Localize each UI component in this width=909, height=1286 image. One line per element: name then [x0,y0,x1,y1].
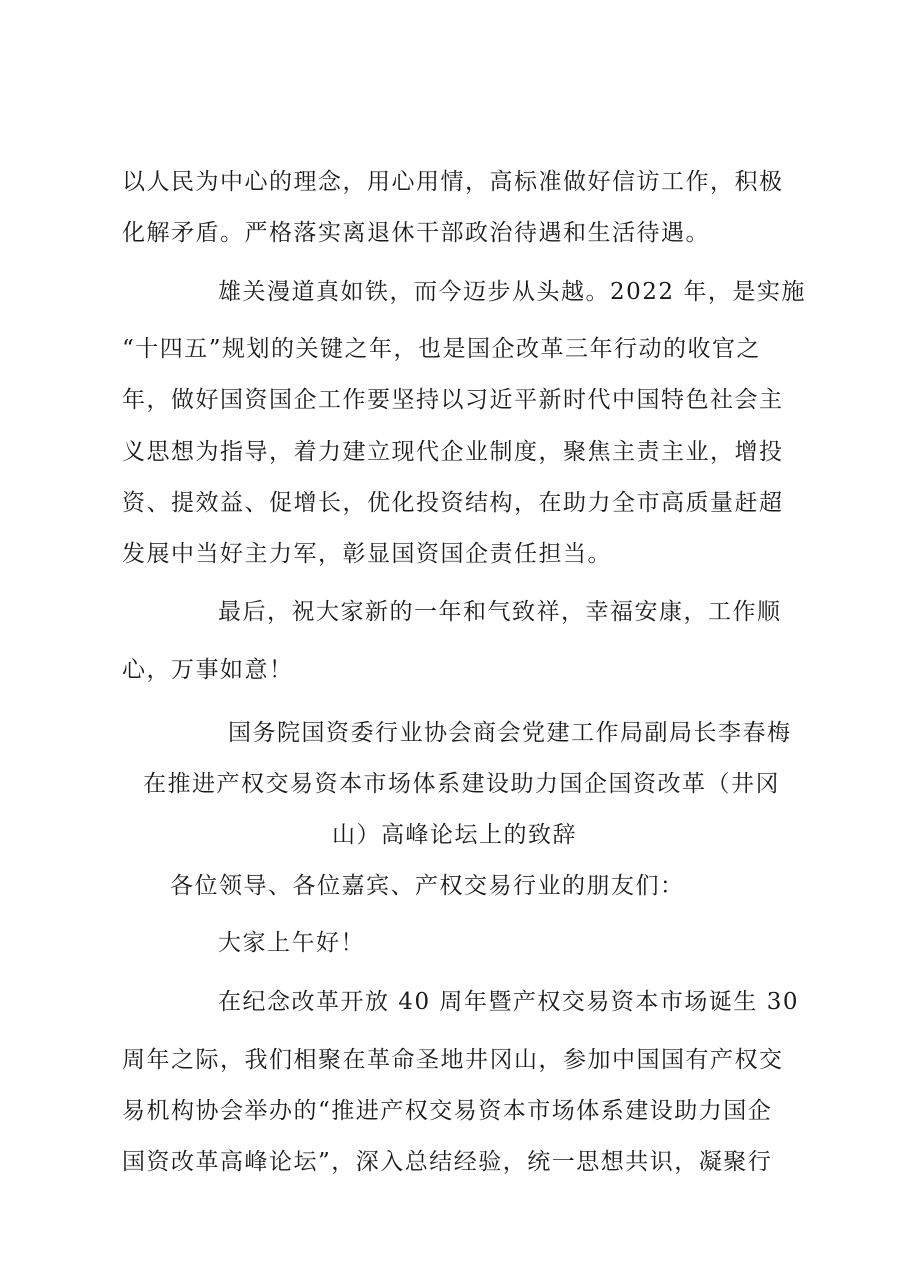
body-text-line: 资、提效益、促增长，优化投资结构，在助力全市高质量赶超 [122,490,784,516]
body-text-line: 化解矛盾。严格落实离退休干部政治待遇和生活待遇。 [122,220,710,246]
body-text-line: 义思想为指导，着力建立现代企业制度，聚焦主责主业，增投 [122,439,784,465]
paragraph-first-line: 在纪念改革开放 40 周年暨产权交易资本市场诞生 30 [218,989,799,1015]
speech-title-line: 在推进产权交易资本市场体系建设助力国企国资改革（井冈 [143,771,780,797]
salutation: 各位领导、各位嘉宾、产权交易行业的朋友们： [170,873,685,899]
body-text-line: 易机构协会举办的“推进产权交易资本市场体系建设助力国企 [122,1098,773,1124]
speech-title-line: 国务院国资委行业协会商会党建工作局副局长李春梅 [228,720,792,746]
body-text-line: 周年之际，我们相聚在革命圣地井冈山，参加中国国有产权交 [122,1047,784,1073]
body-text-line: 国资改革高峰论坛”，深入总结经验，统一思想共识，凝聚行 [122,1149,773,1175]
body-text-line: 心，万事如意！ [122,657,294,683]
paragraph-first-line: 雄关漫道真如铁，而今迈步从头越。2022 年，是实施 [218,279,806,305]
paragraph-first-line: 最后，祝大家新的一年和气致祥，幸福安康，工作顺 [218,599,782,625]
body-text-line: 发展中当好主力军，彰显国资国企责任担当。 [122,541,612,567]
greeting: 大家上午好！ [218,930,365,956]
speech-title-line: 山）高峰论坛上的致辞 [332,822,577,848]
body-text-line: “十四五”规划的关键之年，也是国企改革三年行动的收官之 [122,336,762,362]
body-text-line: 年，做好国资国企工作要坚持以习近平新时代中国特色社会主 [122,387,784,413]
body-text-line: 以人民为中心的理念，用心用情，高标准做好信访工作，积极 [122,169,784,195]
